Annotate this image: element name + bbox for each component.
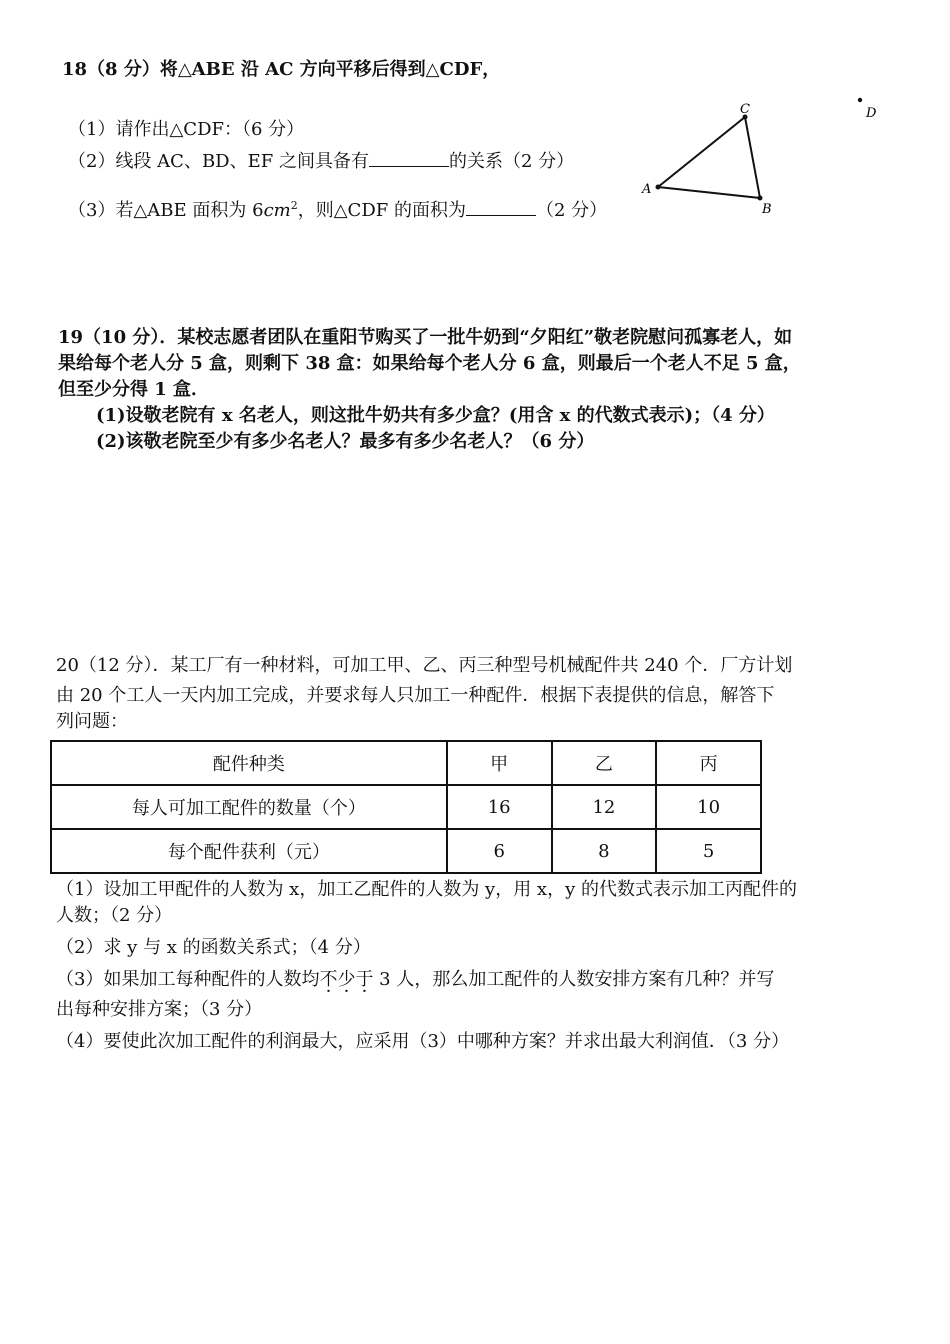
q18-part2-blank [369, 148, 449, 167]
q18-part2 [68, 148, 574, 174]
q18-part2-tail: 的关系（2 分） [448, 151, 575, 172]
q19-line2: 果给每个老人分 5 盒，则剩下 38 盒：如果给每个老人分 6 盒，则最后一个老人不足 5 盒， [58, 353, 801, 374]
segment-cb [745, 117, 760, 198]
q20-part2: （2）求 y 与 x 的函数关系式；（4 分） [56, 937, 371, 958]
label-b: B [762, 202, 772, 217]
table-cell: 5 [656, 829, 761, 873]
point-a [656, 185, 661, 190]
q20-part4: （4）要使此次加工配件的利润最大，应采用（3）中哪种方案？并求出最大利润值．（3 分） [56, 1031, 790, 1052]
q18-part3-mid: ，则△CDF 的面积为 [297, 200, 466, 221]
q20-part1a: （1）设加工甲配件的人数为 x，加工乙配件的人数为 y，用 x，y 的代数式表示加工丙配件的 [56, 879, 797, 900]
q20-part3a-tail: 3 人，那么加工配件的人数安排方案有几种？并写 [373, 969, 775, 990]
table-cell: 12 [552, 785, 657, 829]
emphasis-char: 不 [319, 969, 338, 990]
q20-part3a-text: （3）如果加工每种配件的人数均 [56, 969, 320, 990]
q18-part3-exp: 2 [290, 199, 298, 212]
table-header-cell: 丙 [656, 741, 761, 785]
segment-ac [658, 117, 745, 187]
point-d [858, 98, 862, 102]
q20-line1: 20（12 分）．某工厂有一种材料，可加工甲、乙、丙三种型号机械配件共 240 个．厂方计划 [56, 655, 793, 676]
q20-line3: 列问题： [56, 711, 128, 732]
label-d: D [866, 106, 877, 121]
table-cell: 每个配件获利（元） [51, 829, 447, 873]
q20-part3b: 出每种安排方案；（3 分） [56, 999, 263, 1020]
triangle-figure [630, 95, 890, 230]
q18-part1: （1）请作出△CDF：（6 分） [68, 119, 305, 140]
table-row [51, 829, 761, 873]
parts-info-table [50, 740, 762, 874]
label-c: C [740, 102, 750, 117]
q19-sub2: (2)该敬老院至少有多少名老人？最多有多少名老人？（6 分） [96, 431, 595, 452]
q20-part3a [56, 968, 774, 992]
segment-ab [658, 187, 760, 198]
table-cell: 10 [656, 785, 761, 829]
q18-part3 [68, 194, 607, 223]
q19-line1: 19（10 分）．某校志愿者团队在重阳节购买了一批牛奶到“夕阳红”敬老院慰问孤寡老人，如 [58, 327, 793, 348]
q20-line2: 由 20 个工人一天内加工完成，并要求每人只加工一种配件．根据下表提供的信息，解答下 [56, 685, 775, 706]
table-cell: 6 [447, 829, 552, 873]
q18-part3-text: （3）若△ABE 面积为 6 [68, 200, 264, 221]
q18-part3-tail: （2 分） [535, 200, 608, 221]
point-b [758, 196, 763, 201]
table-row [51, 785, 761, 829]
q19-line3: 但至少分得 1 盒． [58, 379, 210, 400]
emphasis-char: 于 [355, 969, 374, 990]
table-header-cell: 乙 [552, 741, 657, 785]
emphasis-char: 少 [337, 969, 356, 990]
q18-title: 18（8 分）将△ABE 沿 AC 方向平移后得到△CDF， [62, 59, 501, 80]
table-header-cell: 甲 [447, 741, 552, 785]
table-cell: 16 [447, 785, 552, 829]
table-cell: 每人可加工配件的数量（个） [51, 785, 447, 829]
q18-part3-unit: cm [263, 200, 291, 221]
label-a: A [642, 182, 652, 197]
q18-part3-blank [466, 197, 536, 216]
table-header-cell: 配件种类 [51, 741, 447, 785]
table-header-row [51, 741, 761, 785]
q19-sub1: (1)设敬老院有 x 名老人，则这批牛奶共有多少盒？(用含 x 的代数式表示)；（4 分） [96, 405, 775, 426]
q20-part1b: 人数；（2 分） [56, 905, 173, 926]
q18-part2-text: （2）线段 AC、BD、EF 之间具备有 [68, 151, 369, 172]
table-cell: 8 [552, 829, 657, 873]
